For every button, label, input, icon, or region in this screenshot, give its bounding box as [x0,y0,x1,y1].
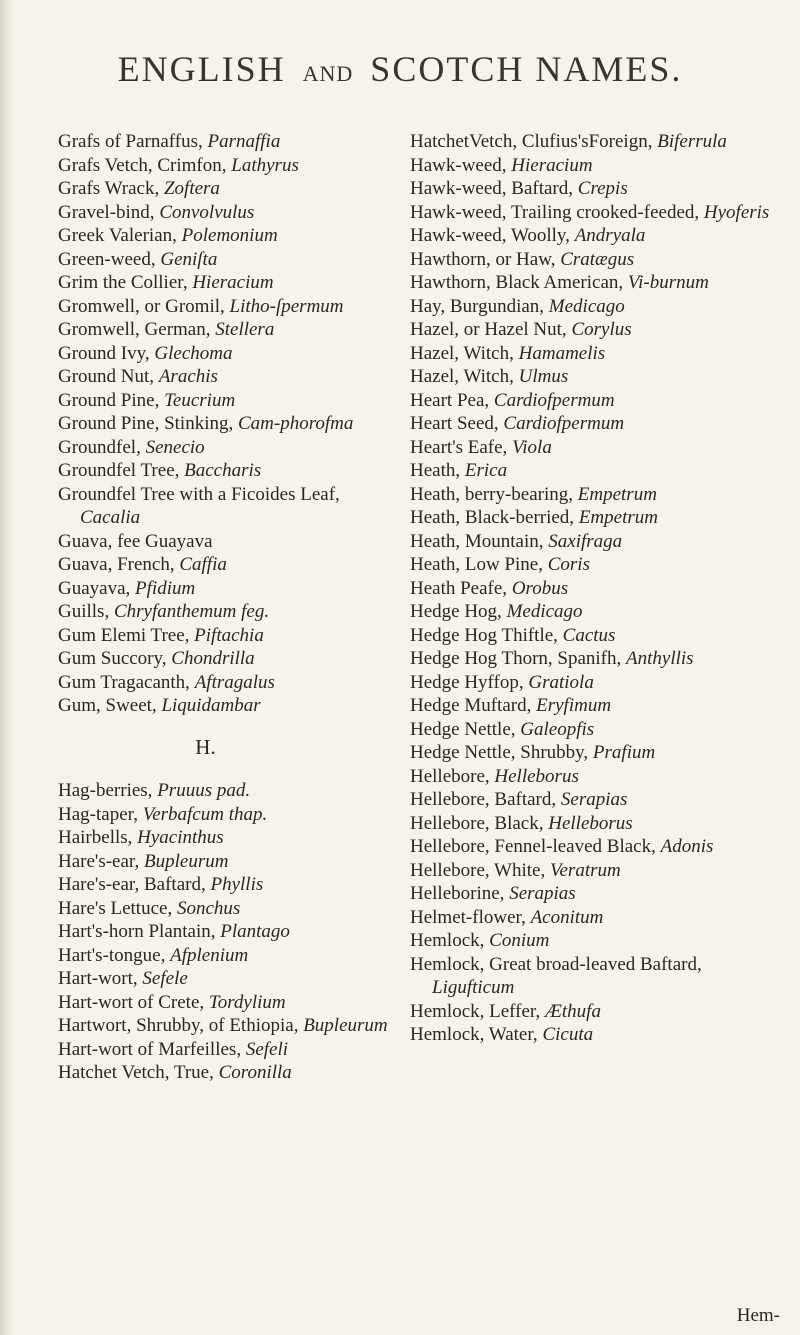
index-entry [410,271,780,295]
entry-common-name: Hemlock, Water, [410,1024,543,1045]
entry-common-name: Heath, berry-bearing, [410,483,578,505]
entry-common-name: Hellebore, White, [410,859,550,881]
index-entry [58,130,393,154]
entry-common-name: Grafs Vetch, Crimfon, [58,154,232,176]
index-entry [410,130,780,154]
entry-latin-name: Piftachia [194,624,264,646]
entry-latin-name: Æthufa [545,1000,601,1022]
entry-common-name: Hatchet Vetch, True, [58,1062,219,1083]
index-entry [410,483,780,507]
entry-latin-name: Hieracium [511,154,593,176]
index-entry [58,944,393,968]
index-entry [410,530,780,554]
entry-common-name: Guills, [58,601,114,622]
index-entry [410,553,780,577]
entry-common-name: Hawk-weed, Woolly, [410,225,575,246]
entry-latin-name: Caffia [179,554,227,575]
entry-common-name: Hellebore, Baftard, [410,789,561,810]
entry-latin-name: Lathyrus [231,154,299,176]
header-scotch-names: SCOTCH NAMES. [370,49,683,89]
index-entry [410,1023,780,1047]
entry-latin-name: Serapias [560,789,628,810]
catchword: Hem- [736,1305,780,1326]
entry-latin-name: Sonchus [176,897,241,919]
index-entry [58,873,393,897]
index-entry [58,224,393,248]
entry-common-name: Groundfel Tree with a Ficoides Leaf, [58,483,340,505]
entry-common-name: HatchetVetch, Clufius'sForeign, [410,131,658,152]
entry-latin-name: Adonis [660,836,714,857]
entry-latin-name: Sefele [142,968,188,989]
entry-latin-name: Liquidambar [161,695,261,716]
entry-common-name: Grim the Collier, [58,272,193,293]
entry-latin-name: Biferrula [657,131,727,152]
entry-common-name: Hare's-ear, Baftard, [58,874,211,895]
entry-common-name: Ground Pine, [58,389,165,411]
entry-common-name: Heath Peafe, [410,577,512,599]
entry-latin-name: Hieracium [192,272,274,293]
index-entry [410,201,780,225]
entry-latin-name: Arachis [158,366,218,387]
index-entry [410,154,780,178]
index-entry [410,412,780,436]
index-entry [410,812,780,836]
entry-common-name: Hemlock, Great broad-leaved Baftard, [410,953,702,975]
entry-common-name: Hart's-horn Plantain, [58,921,221,942]
entry-latin-name: Hyoferis [703,201,770,223]
index-entry [410,1000,780,1024]
entry-latin-name: Geniſta [160,248,218,270]
entry-latin-name: Empetrum [578,507,658,528]
entry-latin-name: Eryfimum [536,695,612,716]
index-entry [410,224,780,248]
entry-latin-name: Andryala [574,225,646,246]
index-entry [58,1014,393,1038]
index-entry [58,694,393,718]
entry-latin-name: Ulmus [518,366,569,387]
index-entry [58,365,393,389]
entry-latin-name: Crepis [577,178,628,199]
entry-latin-name: Veratrum [550,859,621,881]
entry-common-name: Hawk-weed, Trailing crooked-feeded, [410,201,704,223]
entry-latin-name: Aftragalus [194,671,275,693]
entry-common-name: Hag-berries, [58,780,158,801]
entry-latin-name: Phyllis [210,874,264,895]
entry-common-name: Hazel, or Hazel Nut, [410,319,572,340]
page-header [0,48,800,90]
entry-common-name: Hag-taper, [58,803,143,825]
entry-latin-name: Convolvulus [159,201,255,223]
entry-latin-name: Galeopfis [520,718,595,740]
index-entry [58,920,393,944]
entry-latin-name: Bupleurum [303,1015,388,1036]
index-entry [410,906,780,930]
index-entry [410,318,780,342]
index-entry [410,459,780,483]
entry-common-name: Grafs Wrack, [58,178,164,199]
entry-common-name: Hart-wort of Marfeilles, [58,1038,246,1060]
left-entries-g [58,130,393,718]
entry-common-name: Greek Valerian, [58,225,182,246]
entry-common-name: Hazel, Witch, [410,342,519,364]
entry-latin-name: Baccharis [184,460,262,481]
entry-latin-name: Cardiofpermum [503,413,625,434]
index-entry [410,718,780,742]
entry-common-name: Hart-wort, [58,968,143,989]
entry-common-name: Hart's-tongue, [58,944,171,966]
entry-common-name: Hemlock, Leffer, [410,1000,545,1022]
index-entry [58,803,393,827]
index-entry [58,897,393,921]
index-entry [410,436,780,460]
index-entry [410,788,780,812]
entry-latin-name: Erica [464,460,508,481]
entry-common-name: Heart Pea, [410,389,494,411]
entry-common-name: Hedge Hyffop, [410,671,529,693]
left-column [58,130,393,1085]
entry-latin-name: Coris [547,554,590,575]
index-entry [58,967,393,991]
entry-common-name: Hawk-weed, [410,154,512,176]
header-and: AND [302,61,354,86]
entry-latin-name: Aconitum [530,906,604,928]
entry-latin-name: Cam-phorofma [237,413,354,434]
entry-latin-name: Coronilla [218,1062,292,1083]
entry-latin-name: Prafium [592,742,656,763]
entry-common-name: Gromwell, or Gromil, [58,295,230,317]
entry-latin-name: Conium [489,930,550,951]
entry-latin-name: Chondrilla [171,648,255,669]
entry-common-name: Hedge Hog Thiftle, [410,624,563,646]
entry-latin-name: Afplenium [170,944,249,966]
entry-common-name: Ground Ivy, [58,342,155,364]
left-entries-h [58,779,393,1085]
right-column [410,130,780,1047]
entry-latin-name: Bupleurum [144,850,229,872]
entry-common-name: Gravel-bind, [58,201,160,223]
entry-latin-name: Chryfanthemum feg. [113,601,270,622]
index-entry [58,1061,393,1085]
entry-latin-name: Parnaffia [207,131,281,152]
index-entry [410,765,780,789]
index-entry [58,826,393,850]
entry-common-name: Groundfel Tree, [58,460,185,481]
index-entry [410,295,780,319]
entry-latin-name: Viola [512,436,552,458]
entry-latin-name: Ligufticum [432,977,515,998]
entry-common-name: Gum Tragacanth, [58,671,195,693]
index-entry [410,506,780,530]
index-entry [58,624,393,648]
entry-latin-name: Corylus [571,319,632,340]
index-entry [410,248,780,272]
index-entry [58,248,393,272]
entry-latin-name: Cardiofpermum [493,389,615,411]
entry-common-name: Grafs of Parnaffus, [58,131,208,152]
entry-latin-name: Cactus [562,624,616,646]
index-entry [58,553,393,577]
entry-latin-name: Vi-burnum [627,272,709,293]
index-entry [58,600,393,624]
entry-common-name: Hare's Lettuce, [58,897,177,919]
index-entry [58,412,393,436]
entry-latin-name: Medicago [548,295,625,317]
entry-latin-name: Saxifraga [548,530,623,552]
header-english: ENGLISH [117,49,286,89]
index-entry [410,953,780,1000]
index-entry [410,624,780,648]
entry-common-name: Helleborine, [410,883,510,904]
entry-common-name: Ground Nut, [58,366,159,387]
index-entry [58,177,393,201]
index-entry [410,671,780,695]
entry-latin-name: Helleborus [494,765,579,787]
entry-common-name: Hedge Hog Thorn, Spanifh, [410,648,627,669]
entry-common-name: Hare's-ear, [58,850,144,872]
entry-latin-name: Serapias [509,883,576,904]
entry-common-name: Heath, [410,460,465,481]
entry-common-name: Gum, Sweet, [58,695,162,716]
entry-latin-name: Cicuta [542,1024,594,1045]
entry-latin-name: Tordylium [208,991,286,1013]
entry-common-name: Ground Pine, Stinking, [58,413,238,434]
entry-common-name: Guayava, [58,577,136,599]
index-entry [58,577,393,601]
entry-common-name: Hedge Muftard, [410,695,537,716]
index-entry [410,835,780,859]
index-entry [58,295,393,319]
entry-common-name: Hellebore, [410,765,495,787]
entry-common-name: Hellebore, Black, [410,812,549,834]
entry-latin-name: Senecio [145,436,205,458]
index-entry [410,741,780,765]
index-entry [58,530,393,554]
entry-common-name: Hawk-weed, Baftard, [410,178,578,199]
index-entry [58,459,393,483]
entry-latin-name: Pfidium [135,577,196,599]
entry-common-name: Gum Succory, [58,648,172,669]
entry-common-name: Hemlock, [410,930,490,951]
entry-common-name: Hawthorn, Black American, [410,272,628,293]
index-entry [410,389,780,413]
entry-common-name: Guava, French, [58,554,180,575]
page-edge-shadow [0,0,14,1335]
entry-common-name: Hedge Hog, [410,601,507,622]
index-entry [58,779,393,803]
index-entry [58,647,393,671]
index-entry [410,177,780,201]
entry-latin-name: Gratiola [528,671,594,693]
index-entry [58,436,393,460]
index-entry [410,647,780,671]
index-entry [410,577,780,601]
entry-latin-name: Plantago [220,921,290,942]
index-entry [58,991,393,1015]
entry-common-name: Hart-wort of Crete, [58,991,209,1013]
index-entry [58,483,393,530]
entry-common-name: Heath, Black-berried, [410,507,579,528]
entry-latin-name: Hyacinthus [137,827,224,848]
index-entry [58,389,393,413]
index-entry [410,929,780,953]
index-entry [58,318,393,342]
index-entry [410,859,780,883]
index-entry [58,671,393,695]
entry-latin-name: Pruuus pad. [157,780,251,801]
entry-latin-name: Empetrum [577,483,657,505]
index-entry [58,1038,393,1062]
entry-latin-name: Helleborus [548,812,633,834]
entry-latin-name: Cratægus [560,248,635,270]
entry-common-name: Heart's Eafe, [410,436,513,458]
entry-common-name: Heath, Low Pine, [410,554,548,575]
index-entry [410,365,780,389]
entry-common-name: Hedge Nettle, Shrubby, [410,742,593,763]
entry-common-name: Hawthorn, or Haw, [410,248,561,270]
right-entries-h [410,130,780,1047]
entry-common-name: Green-weed, [58,248,161,270]
entry-common-name: Helmet-flower, [410,906,531,928]
entry-common-name: Hay, Burgundian, [410,295,549,317]
entry-common-name: Guava, fee Guayava [58,530,213,552]
index-entry [58,271,393,295]
entry-latin-name: Teucrium [164,389,236,411]
entry-common-name: Hairbells, [58,827,138,848]
index-entry [58,850,393,874]
entry-common-name: Hartwort, Shrubby, of Ethiopia, [58,1015,304,1036]
entry-latin-name: Orobus [511,577,569,599]
index-entry [410,882,780,906]
entry-latin-name: Zoftera [163,178,220,199]
index-entry [410,342,780,366]
entry-latin-name: Polemonium [181,225,278,246]
entry-latin-name: Verbafcum thap. [142,803,268,825]
entry-latin-name: Hamamelis [518,342,606,364]
entry-common-name: Heath, Mountain, [410,530,549,552]
index-entry [58,154,393,178]
entry-latin-name: Litho-ſpermum [229,295,344,317]
section-letter-h: H. [195,734,216,759]
entry-common-name: Gum Elemi Tree, [58,624,195,646]
entry-latin-name: Stellera [215,319,275,340]
index-entry [410,694,780,718]
entry-latin-name: Sefeli [245,1038,289,1060]
entry-common-name: Heart Seed, [410,413,504,434]
entry-common-name: Hedge Nettle, [410,718,521,740]
entry-latin-name: Medicago [506,601,583,622]
index-entry [58,342,393,366]
index-entry [58,201,393,225]
entry-latin-name: Cacalia [80,507,141,528]
index-entry [410,600,780,624]
entry-common-name: Gromwell, German, [58,319,216,340]
entry-common-name: Hazel, Witch, [410,366,519,387]
entry-latin-name: Anthyllis [626,648,694,669]
entry-common-name: Hellebore, Fennel-leaved Black, [410,836,661,857]
entry-common-name: Groundfel, [58,436,146,458]
entry-latin-name: Glechoma [154,342,233,364]
